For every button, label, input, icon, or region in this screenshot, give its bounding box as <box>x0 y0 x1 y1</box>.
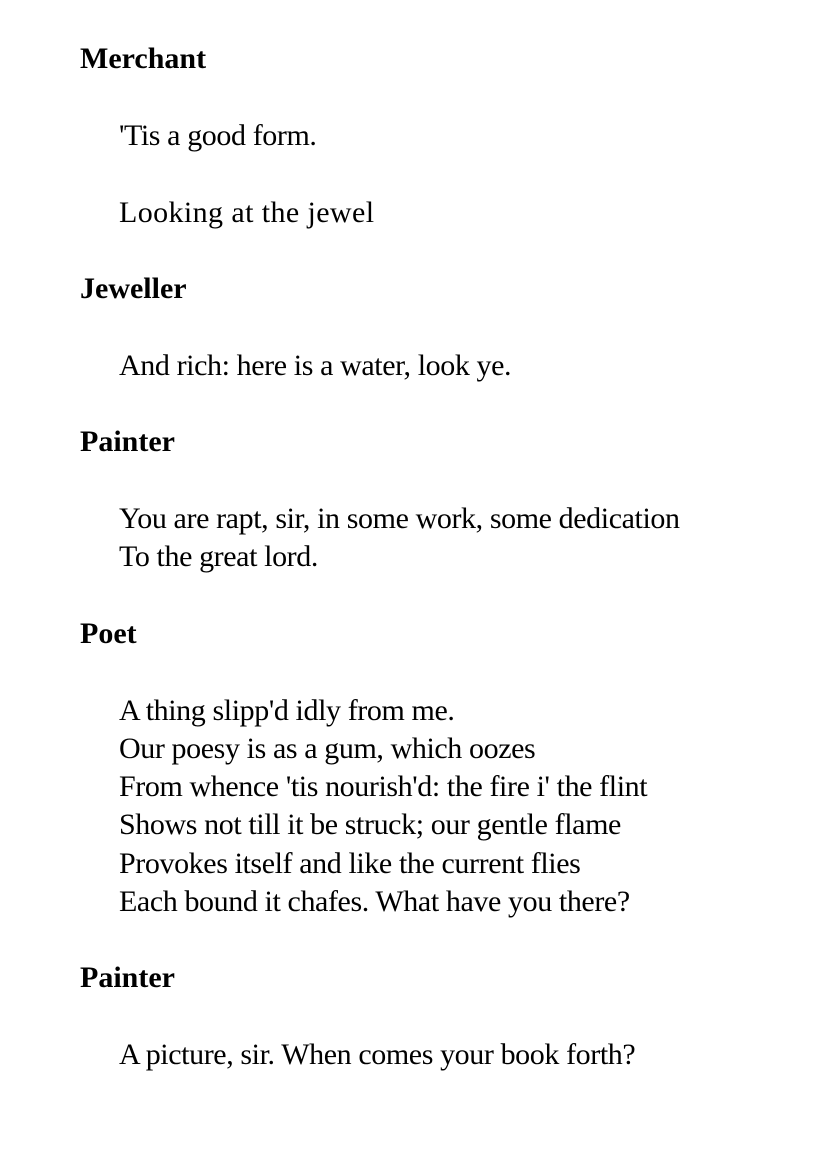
dialogue-line: Provokes itself and like the current flies <box>119 847 581 880</box>
dialogue-line: Each bound it chafes. What have you there? <box>119 885 630 918</box>
dialogue-line: A picture, sir. When comes your book forth? <box>119 1038 636 1071</box>
stage-direction: Looking at the jewel <box>119 196 375 229</box>
dialogue-line: 'Tis a good form. <box>119 119 317 152</box>
dialogue-line: Shows not till it be struck; our gentle flame <box>119 808 621 841</box>
dialogue-line: A thing slipp'd idly from me. <box>119 694 455 727</box>
dialogue-line: To the great lord. <box>119 540 318 573</box>
speaker-name: Merchant <box>80 42 207 75</box>
dialogue-line: Our poesy is as a gum, which oozes <box>119 732 536 765</box>
speaker-name: Jeweller <box>80 272 187 305</box>
dialogue-line: And rich: here is a water, look ye. <box>119 349 512 382</box>
dialogue-line: From whence 'tis nourish'd: the fire i' the flint <box>119 770 648 803</box>
speaker-name: Painter <box>80 961 175 994</box>
dialogue-line: You are rapt, sir, in some work, some dedication <box>119 502 680 535</box>
speaker-name: Poet <box>80 617 137 650</box>
speaker-name: Painter <box>80 425 175 458</box>
